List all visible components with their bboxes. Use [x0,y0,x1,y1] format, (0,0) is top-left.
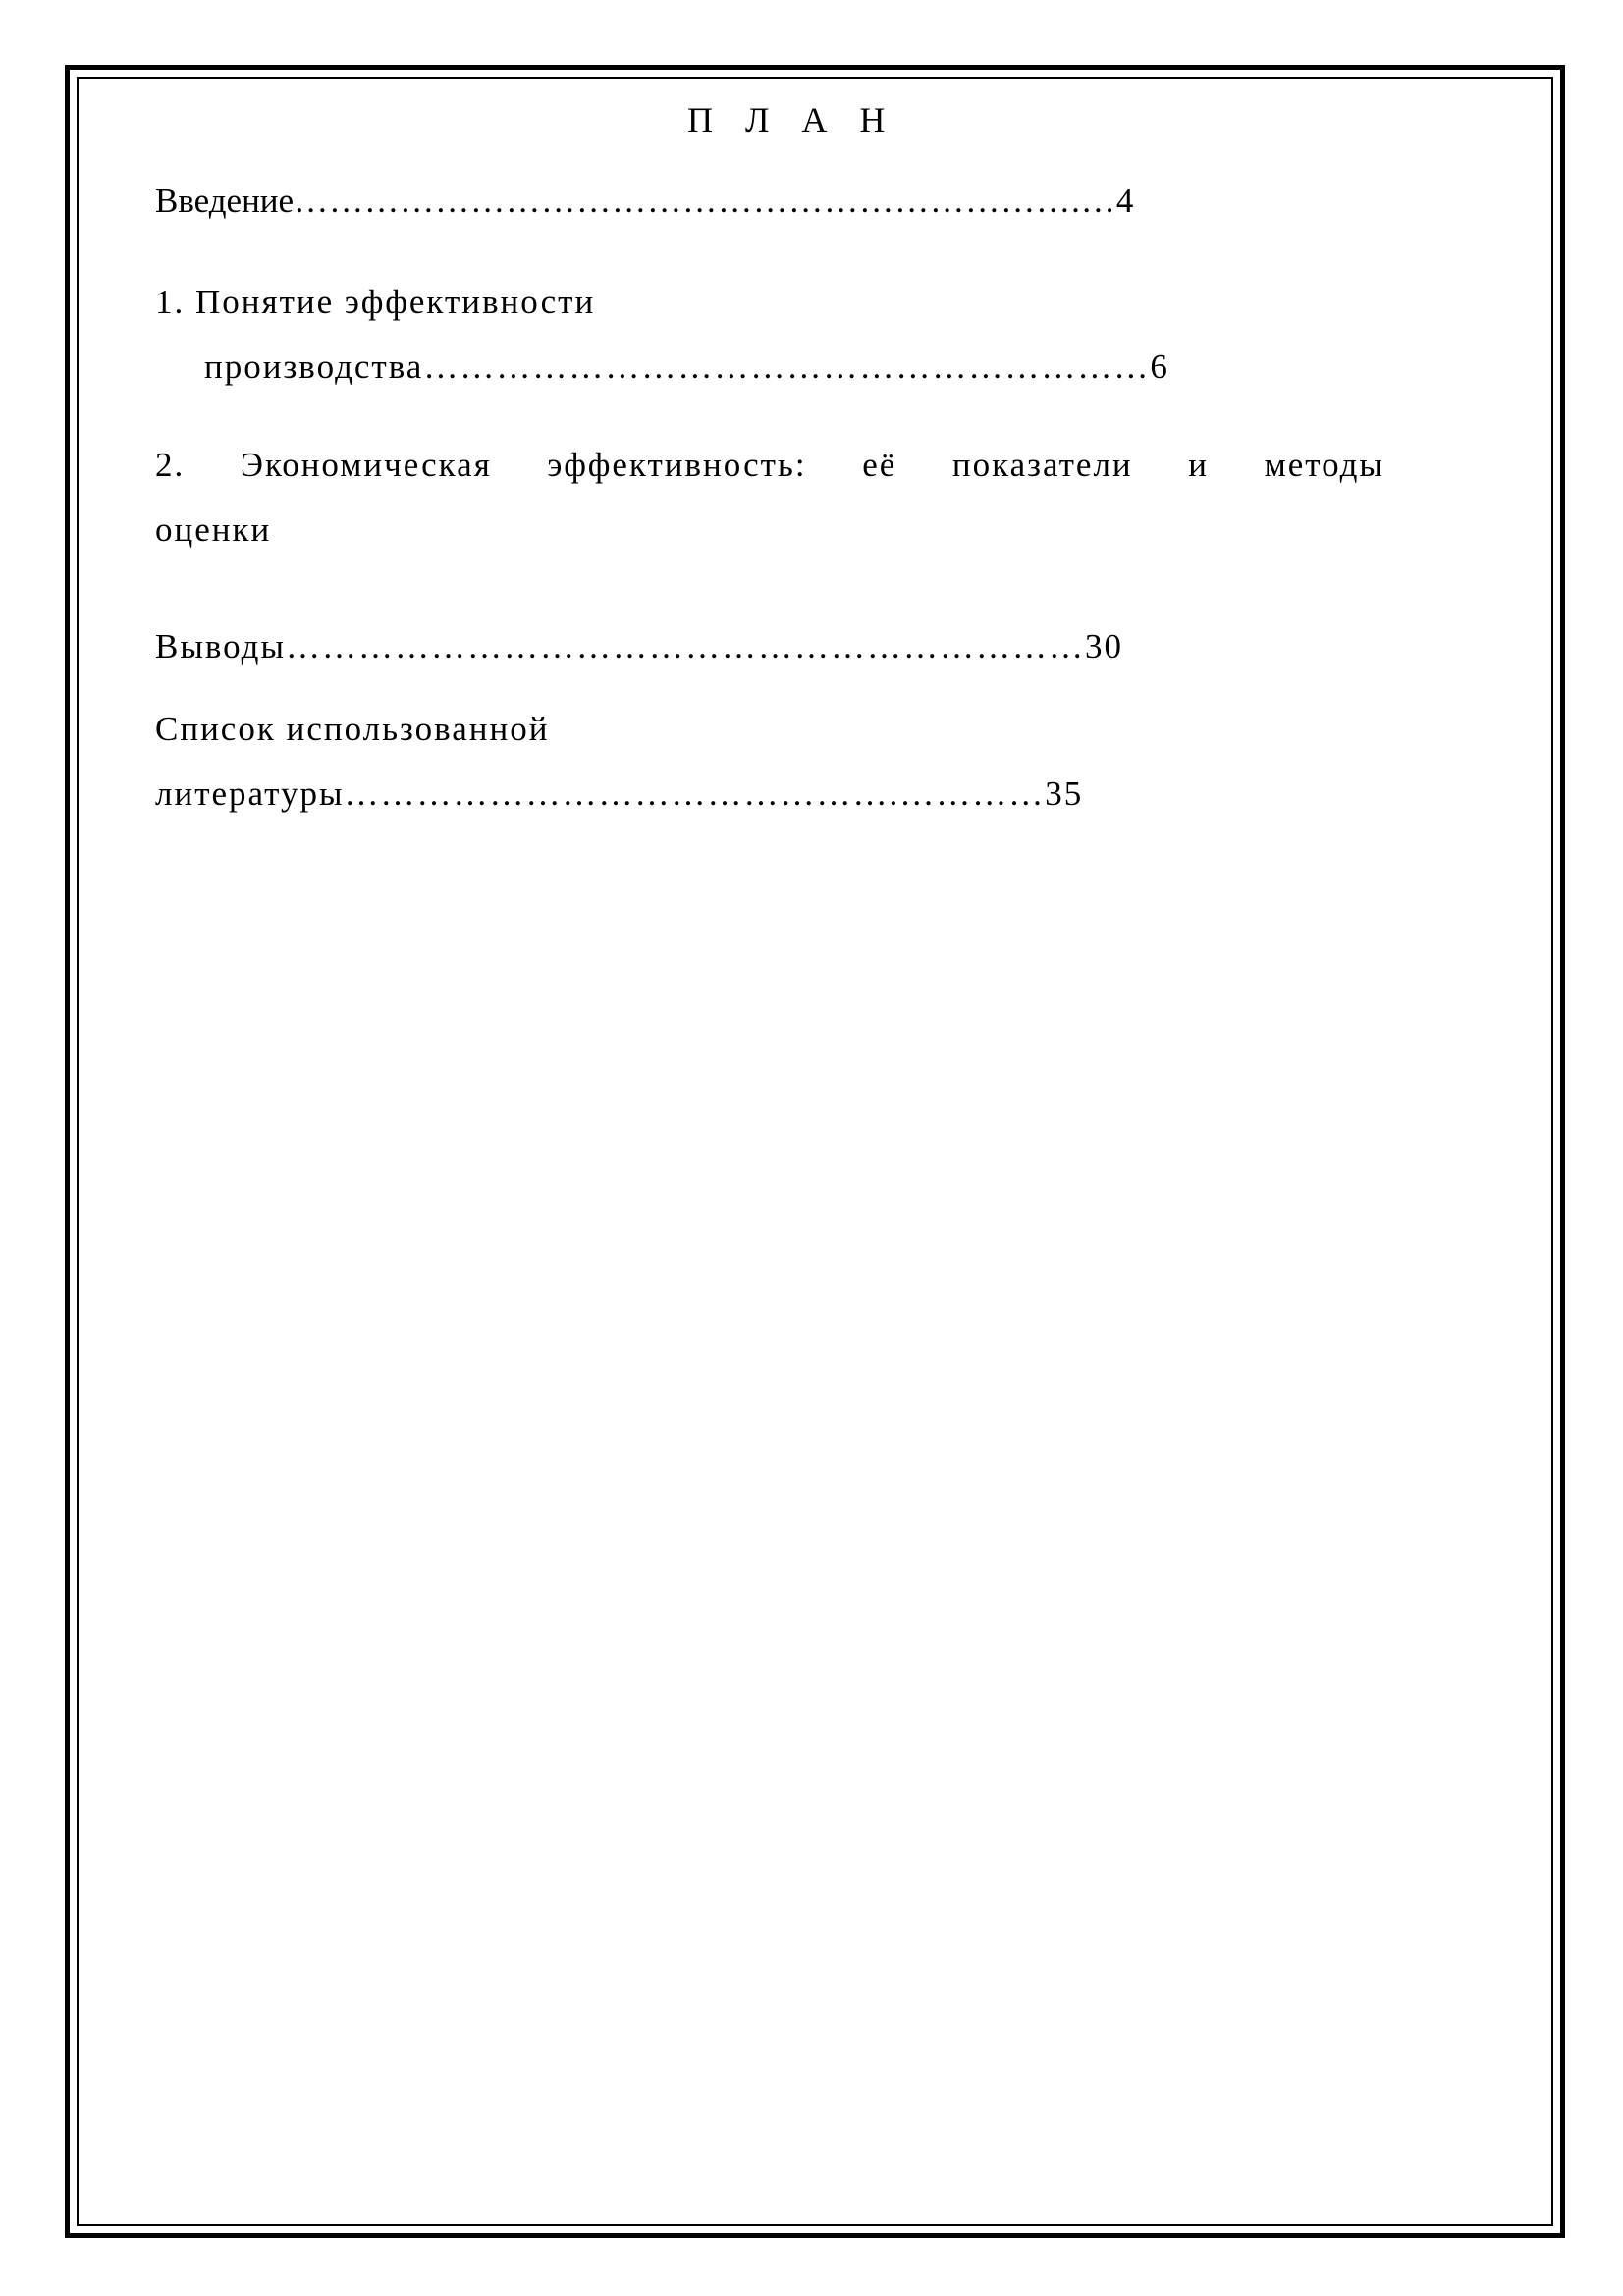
toc-entry-leader: ………………………………………………………… [285,627,1085,666]
toc-entry-2-line-1 [155,444,1384,487]
toc-entry-leader: …………………………………………………… [423,347,1151,386]
toc-entry-introduction [155,180,1134,223]
toc-entry-leader: ………………………………………………………….…4 [294,182,1135,220]
toc-entry-2-line-2: оценки [155,510,272,549]
toc-word: 2. [155,446,186,484]
toc-entry-page: 6 [1150,347,1169,386]
toc-entry-1-line-1: 1. Понятие эффективности [155,283,596,321]
page-border-inner [77,77,1553,2226]
toc-word: показатели [951,446,1133,484]
toc-entry-label: литературы [155,774,345,813]
toc-word: и [1188,446,1209,484]
toc-word: Экономическая [240,446,492,484]
toc-entry-page: 35 [1045,774,1084,813]
toc-word: её [862,446,897,484]
toc-entry-references-line-2 [155,773,1083,816]
toc-entry-leader: ……………………………………….………… [344,774,1046,813]
toc-entry-label: Введение [155,182,295,220]
toc-entry-conclusions [155,625,1123,668]
toc-entry-label: Выводы [155,627,286,666]
page-title: П Л А Н [687,100,897,139]
toc-entry-label: производства [204,347,424,386]
toc-entry-references-line-1: Список использованной [155,710,550,748]
toc-word: эффективность: [547,446,807,484]
toc-entry-page: 30 [1084,627,1123,666]
toc-entry-1-line-2 [204,346,1169,389]
toc-word: методы [1264,446,1384,484]
